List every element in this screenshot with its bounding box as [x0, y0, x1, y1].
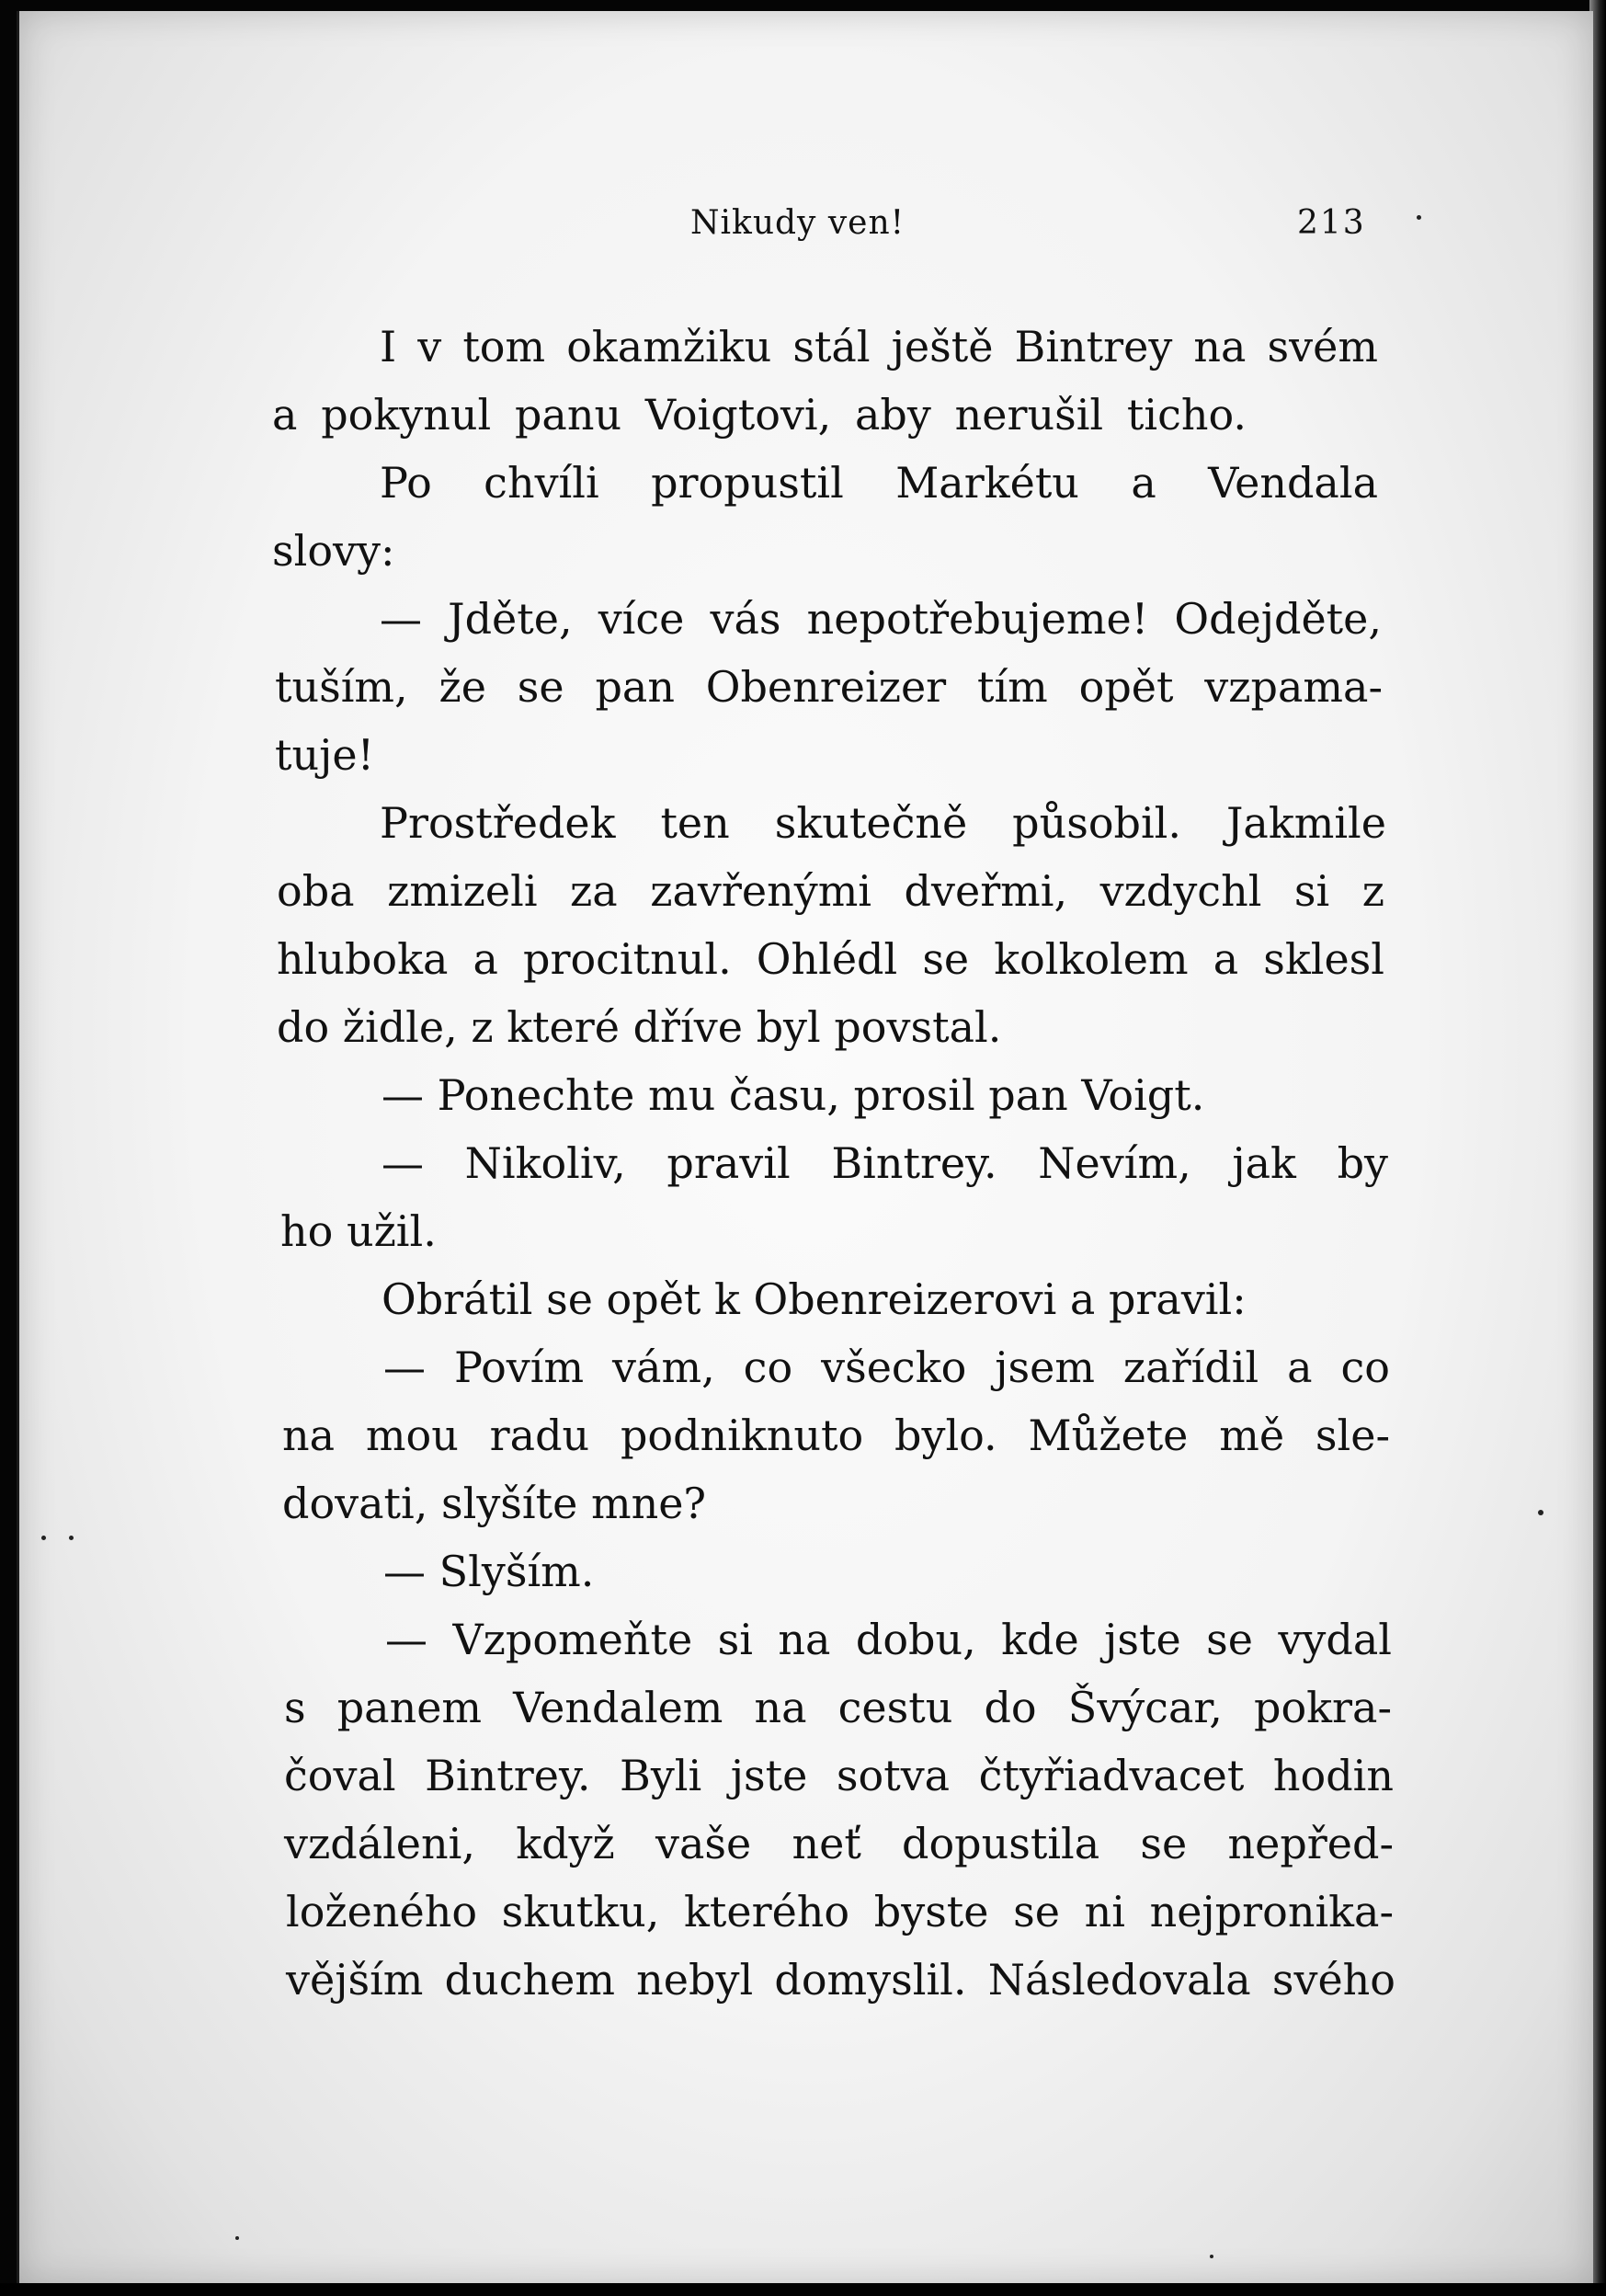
- paper-speck: [235, 2236, 239, 2240]
- book-page: [17, 11, 1593, 2284]
- text-line: na mou radu podniknuto bylo. Můžete mě sle-: [282, 1411, 1390, 1460]
- text-line: — Jděte, více vás nepotřebujeme! Odejděte,: [380, 594, 1382, 644]
- text-line: a pokynul panu Voigtovi, aby nerušil ticho.: [272, 390, 1247, 440]
- page-number: 213: [1297, 204, 1366, 242]
- text-line: vějším duchem nebyl domyslil. Následovala svého: [286, 1955, 1395, 2005]
- text-line: I v tom okamžiku stál ještě Bintrey na svém: [380, 322, 1378, 371]
- text-line: oba zmizeli za zavřenými dveřmi, vzdychl si z: [277, 866, 1384, 916]
- paper-speck: [1538, 1510, 1543, 1515]
- paper-speck: [69, 1536, 74, 1540]
- text-line: do židle, z které dříve byl povstal.: [277, 1002, 1002, 1052]
- text-line: tuším, že se pan Obenreizer tím opět vzpama-: [275, 662, 1383, 712]
- text-line: Obrátil se opět k Obenreizerovi a pravil:: [382, 1274, 1247, 1324]
- text-line: Po chvíli propustil Markétu a Vendala: [380, 458, 1378, 508]
- text-line: vzdáleni, když vaše neť dopustila se nepřed-: [284, 1819, 1394, 1868]
- text-line: loženého skutku, kterého byste se ni nejpronika-: [286, 1887, 1394, 1936]
- text-line: hluboka a procitnul. Ohlédl se kolkolem a sklesl: [277, 934, 1384, 984]
- running-title: Nikudy ven!: [690, 204, 906, 242]
- paper-speck: [1417, 215, 1421, 220]
- text-line: — Ponechte mu času, prosil pan Voigt.: [382, 1070, 1205, 1120]
- text-line: tuje!: [275, 730, 375, 780]
- text-line: — Povím vám, co všecko jsem zařídil a co: [383, 1342, 1390, 1392]
- text-line: čoval Bintrey. Byli jste sotva čtyřiadvacet hodin: [284, 1751, 1394, 1800]
- text-line: s panem Vendalem na cestu do Švýcar, pokra-: [284, 1683, 1392, 1732]
- text-line: ho užil.: [280, 1206, 437, 1256]
- text-line: — Nikoliv, pravil Bintrey. Nevím, jak by: [382, 1138, 1388, 1188]
- text-line: slovy:: [272, 526, 395, 576]
- text-line: — Vzpomeňte si na dobu, kde jste se vydal: [385, 1615, 1392, 1664]
- scan-bottom-edge: [0, 2283, 1606, 2296]
- text-line: Prostředek ten skutečně působil. Jakmile: [380, 798, 1386, 848]
- text-line: — Slyším.: [383, 1547, 595, 1596]
- text-line: dovati, slyšíte mne?: [282, 1479, 707, 1528]
- paper-speck: [1210, 2255, 1213, 2258]
- paper-speck: [41, 1536, 46, 1540]
- page-header: [19, 204, 1593, 259]
